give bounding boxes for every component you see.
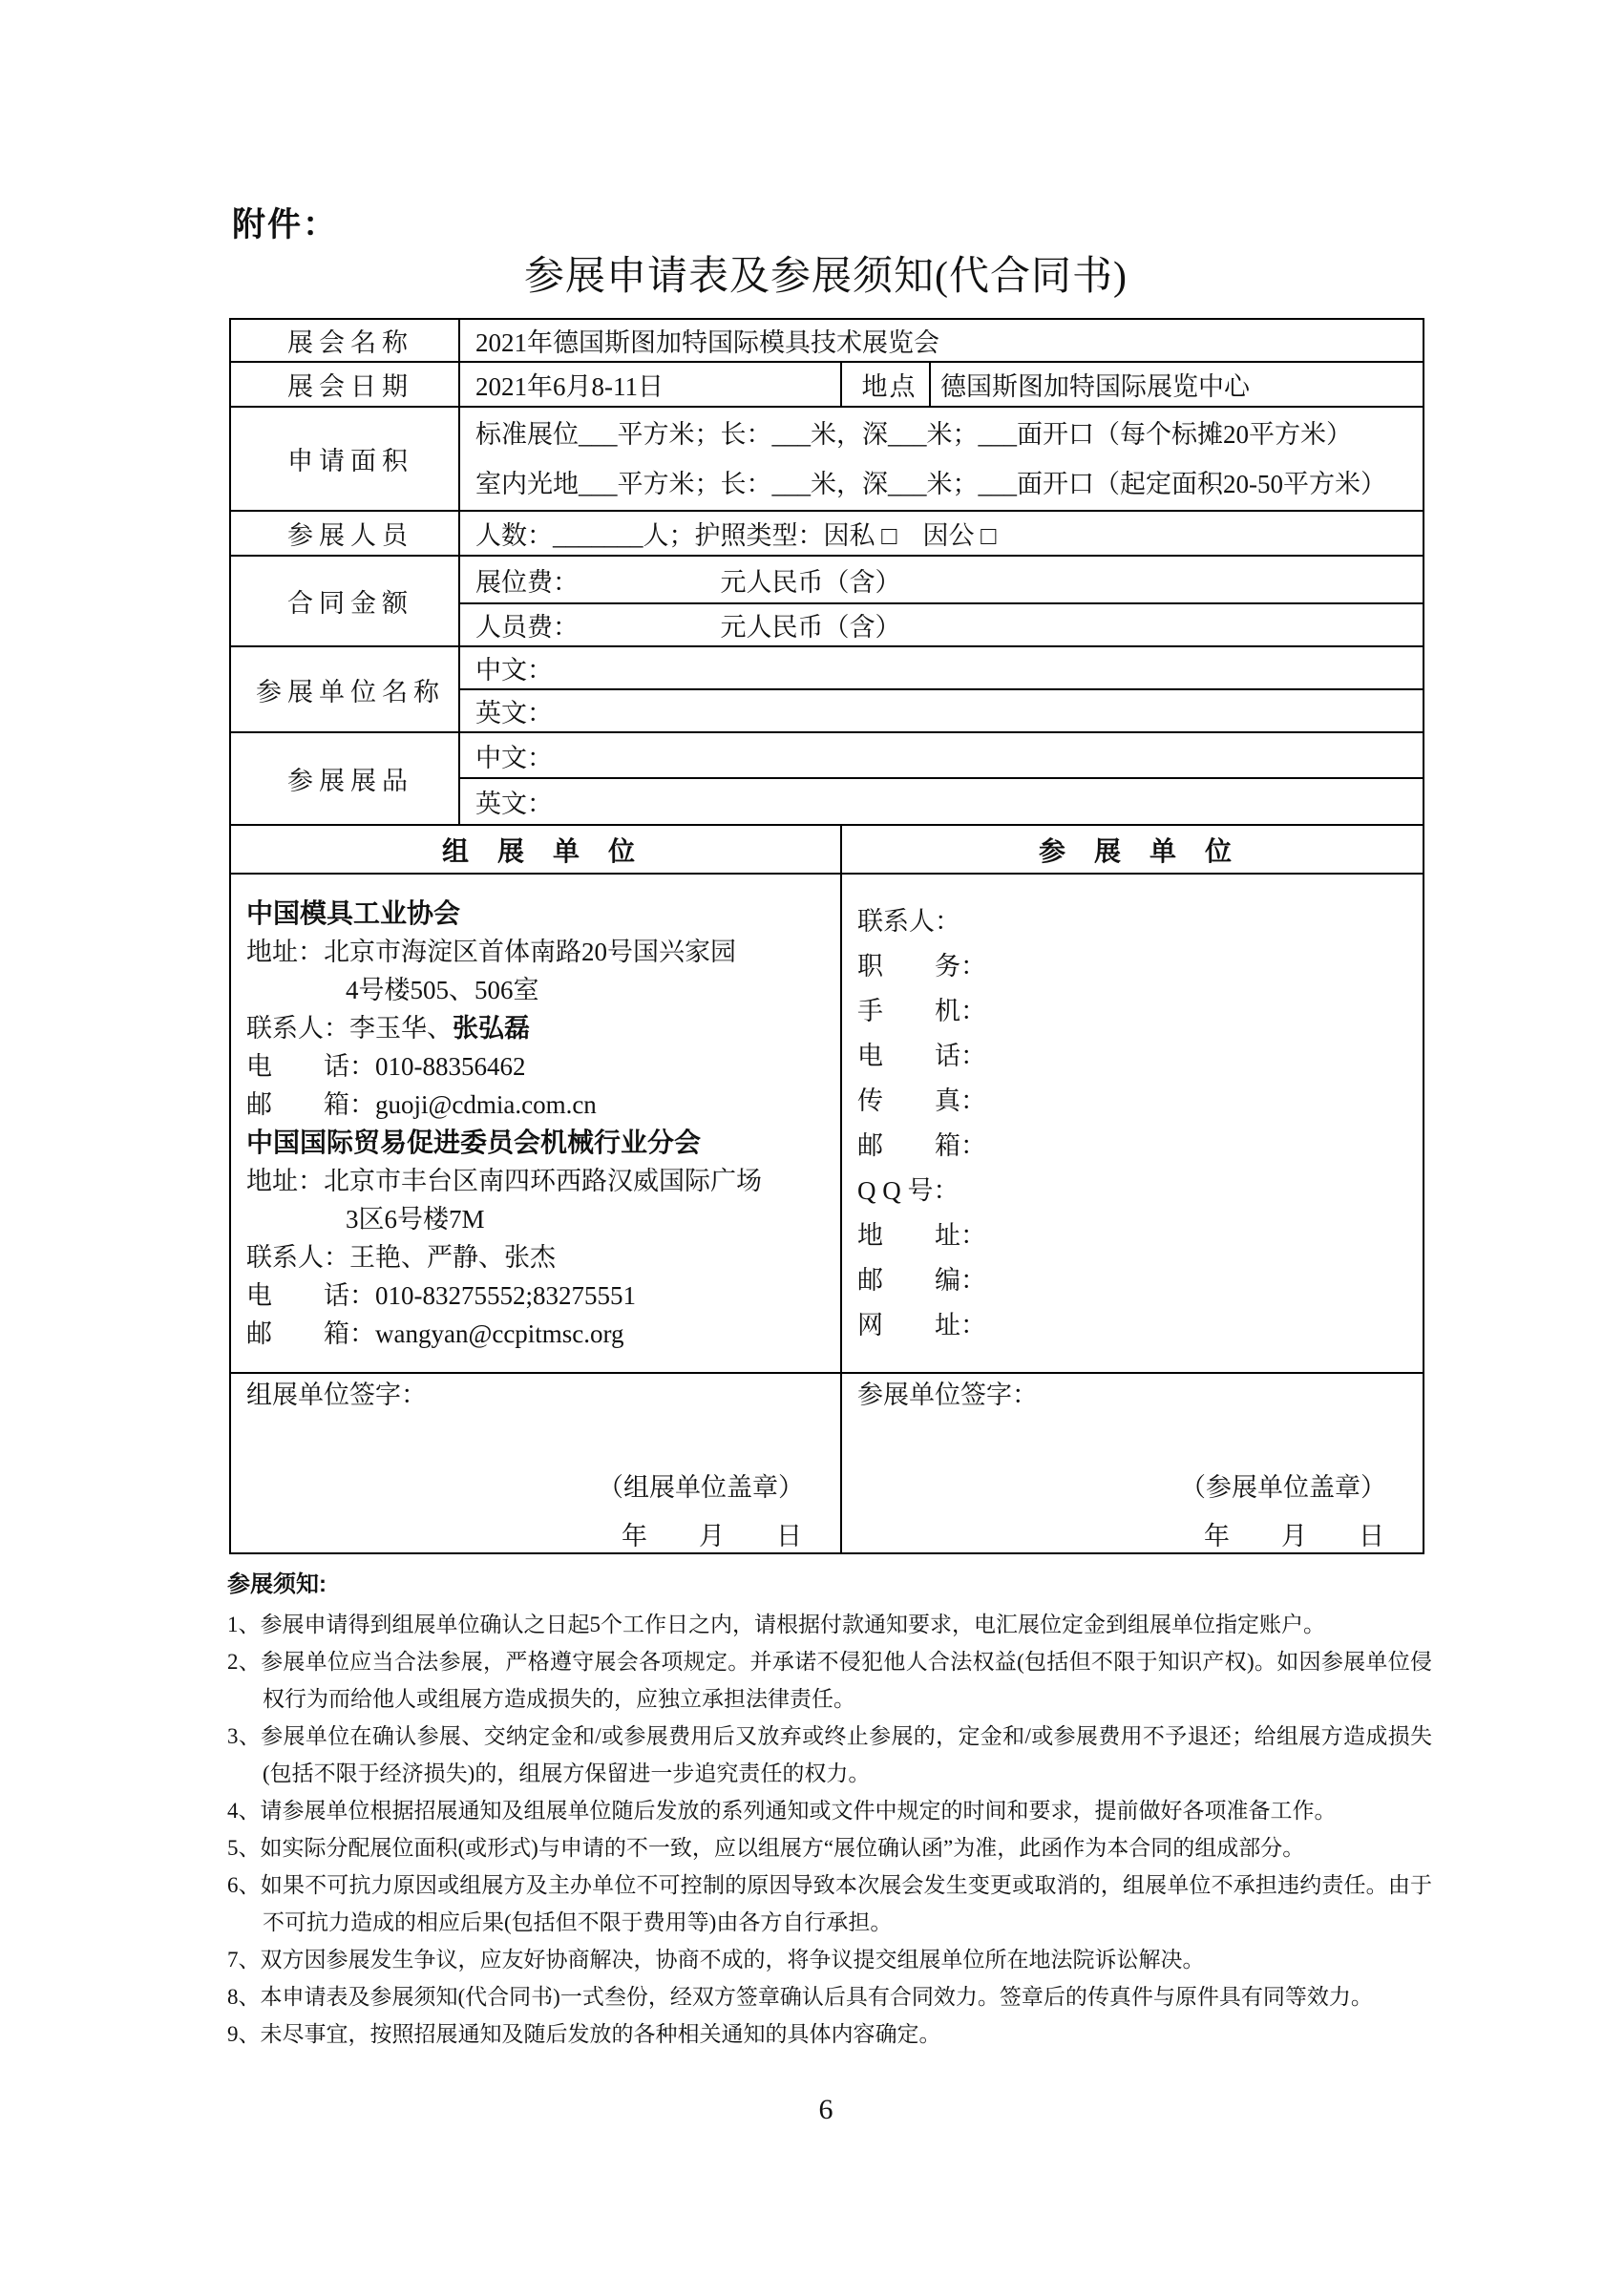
note-item-7: 7、双方因参展发生争议，应友好协商解决，协商不成的，将争议提交组展单位所在地法院诉讼解决。 [227, 1948, 1205, 1972]
row-contract-amount-booth [230, 556, 1424, 603]
note-item-2: 2、参展单位应当合法参展，严格遵守展会各项规定。并承诺不侵犯他人合法权益(包括但不限于知识产权)。如因参展单位侵权行为而给他人或组展方造成损失的，应独立承担法律责任。 [227, 1650, 1432, 1711]
exhibitor-field-website: 网 址： [857, 1310, 986, 1339]
area-standard-booth-line: 标准展位___平方米；长：___米，深___米；___面开口（每个标摊20平方米） [475, 419, 1352, 449]
exhibitor-contact-cell [841, 874, 1424, 1373]
exhibitor-field-postcode: 邮 编： [857, 1265, 986, 1295]
company-name-label: 参展单位名称 [230, 646, 459, 732]
organizer-date-line: 年 月 日 [622, 1522, 802, 1550]
exhibitor-field-mobile: 手 机： [857, 996, 986, 1025]
note-item-4: 4、请参展单位根据招展通知及组展单位随后发放的系列通知或文件中规定的时间和要求，提前做好各项准备工作。 [227, 1799, 1337, 1823]
exhibitor-signature-label: 参展单位签字： [857, 1381, 1038, 1409]
exhibits-label: 参展展品 [230, 732, 459, 825]
page-title: 参展申请表及参展须知(代合同书) [524, 255, 1128, 299]
row-company-name-cn [230, 646, 1424, 689]
exhibitor-signature-cell [841, 1373, 1424, 1553]
row-staff [230, 511, 1424, 556]
note-item-9: 9、未尽事宜，按照招展通知及随后发放的各种相关通知的具体内容确定。 [227, 2022, 941, 2046]
organizer-section-header: 组展单位 [230, 825, 841, 874]
row-exhibition-date [230, 362, 1424, 407]
exhibitor-field-address: 地 址： [857, 1220, 986, 1250]
note-item-1: 1、参展申请得到组展单位确认之日起5个工作日之内，请根据付款通知要求，电汇展位定金到组展单位指定账户。 [227, 1613, 1325, 1636]
row-exhibition-name [230, 319, 1424, 362]
personnel-fee-value: 人员费： 元人民币（含） [459, 603, 1424, 646]
organizer2-phone: 电 话：010-83275552;83275551 [246, 1280, 636, 1310]
exhibition-date-label: 展会日期 [230, 362, 459, 407]
exhibitor-field-position: 职 务： [857, 951, 986, 981]
exhibitor-field-phone: 电 话： [857, 1041, 986, 1070]
exhibition-notes-section [227, 1566, 1432, 2053]
organizer-stamp-note: （组展单位盖章） [598, 1473, 804, 1502]
organizer-signature-cell [230, 1373, 841, 1553]
exhibition-date-value: 2021年6月8-11日 [459, 362, 841, 407]
row-section-headers [230, 825, 1424, 874]
company-name-en-field: 英文： [459, 689, 1424, 732]
organizer2-email: 邮 箱：wangyan@ccpitmsc.org [246, 1318, 624, 1348]
organizer1-name: 中国模具工业协会 [246, 897, 461, 928]
staff-value: 人数：_______人；护照类型：因私 □ 因公 □ [459, 511, 1424, 556]
note-item-8: 8、本申请表及参展须知(代合同书)一式叁份，经双方签章确认后具有合同效力。签章后的传真件与原件具有同等效力。 [227, 1985, 1373, 2009]
exhibitor-field-qq: Q Q 号： [857, 1175, 960, 1205]
organizer1-address-line2: 4号楼505、506室 [346, 975, 539, 1004]
note-item-3: 3、参展单位在确认参展、交纳定金和/或参展费用后又放弃或终止参展的，定金和/或参展费用不予退还；给组展方造成损失(包括不限于经济损失)的，组展方保留进一步追究责任的权力。 [227, 1724, 1432, 1785]
organizer1-email: 邮 箱：guoji@cdmia.com.cn [246, 1089, 597, 1119]
row-applied-area [230, 407, 1424, 511]
applied-area-label: 申请面积 [230, 407, 459, 511]
location-label: 地点 [841, 362, 930, 407]
exhibition-name-value: 2021年德国斯图加特国际模具技术展览会 [459, 319, 1424, 362]
exhibitor-field-contact-person: 联系人： [857, 906, 960, 936]
row-exhibits-cn [230, 732, 1424, 778]
applied-area-value [459, 407, 1424, 511]
row-organizer-exhibitor-info [230, 874, 1424, 1373]
company-name-cn-field: 中文： [459, 646, 1424, 689]
organizer1-contact-name-bold: 张弘磊 [453, 1013, 530, 1043]
organizer1-phone: 电 话：010-88356462 [246, 1051, 526, 1081]
organizer-info-cell [230, 874, 841, 1373]
exhibitor-date-line: 年 月 日 [1204, 1522, 1385, 1550]
organizer-signature-label: 组展单位签字： [246, 1381, 427, 1409]
note-item-5: 5、如实际分配展位面积(或形式)与申请的不一致，应以组展方“展位确认函”为准，此函作为本合同的组成部分。 [227, 1836, 1305, 1860]
exhibitor-field-email: 邮 箱： [857, 1130, 986, 1160]
exhibitor-field-fax: 传 真： [857, 1086, 986, 1115]
note-item-6: 6、如果不可抗力原因或组展方及主办单位不可控制的原因导致本次展会发生变更或取消的，组展单位不承担违约责任。由于不可抗力造成的相应后果(包括但不限于费用等)由各方自行承担。 [227, 1873, 1432, 1934]
exhibitor-section-header: 参展单位 [841, 825, 1424, 874]
organizer2-contact: 联系人：王艳、严静、张杰 [246, 1242, 556, 1272]
exhibition-name-label: 展会名称 [230, 319, 459, 362]
organizer2-address-line1: 地址：北京市丰台区南四环西路汉威国际广场 [246, 1166, 762, 1195]
organizer1-contact [246, 1009, 831, 1047]
area-raw-space-line: 室内光地___平方米；长：___米，深___米；___面开口（起定面积20-50平方米） [475, 469, 1386, 498]
booth-fee-value: 展位费： 元人民币（含） [459, 556, 1424, 603]
notes-heading: 参展须知: [227, 1571, 327, 1597]
application-form-table [229, 318, 1424, 1554]
page-number: 6 [818, 2094, 833, 2125]
attachment-label: 附件： [232, 206, 339, 243]
exhibitor-stamp-note: （参展单位盖章） [1180, 1473, 1387, 1502]
contract-amount-label: 合同金额 [230, 556, 459, 646]
organizer1-address-line1: 地址：北京市海淀区首体南路20号国兴家园 [246, 937, 736, 966]
organizer2-address-line2: 3区6号楼7M [346, 1204, 485, 1234]
organizer1-contact-names: 联系人：李玉华、 [246, 1013, 453, 1043]
staff-label: 参展人员 [230, 511, 459, 556]
row-signatures [230, 1373, 1424, 1553]
exhibits-cn-field: 中文： [459, 732, 1424, 778]
organizer2-name: 中国国际贸易促进委员会机械行业分会 [246, 1127, 702, 1157]
location-value: 德国斯图加特国际展览中心 [930, 362, 1424, 407]
exhibits-en-field: 英文： [459, 778, 1424, 825]
